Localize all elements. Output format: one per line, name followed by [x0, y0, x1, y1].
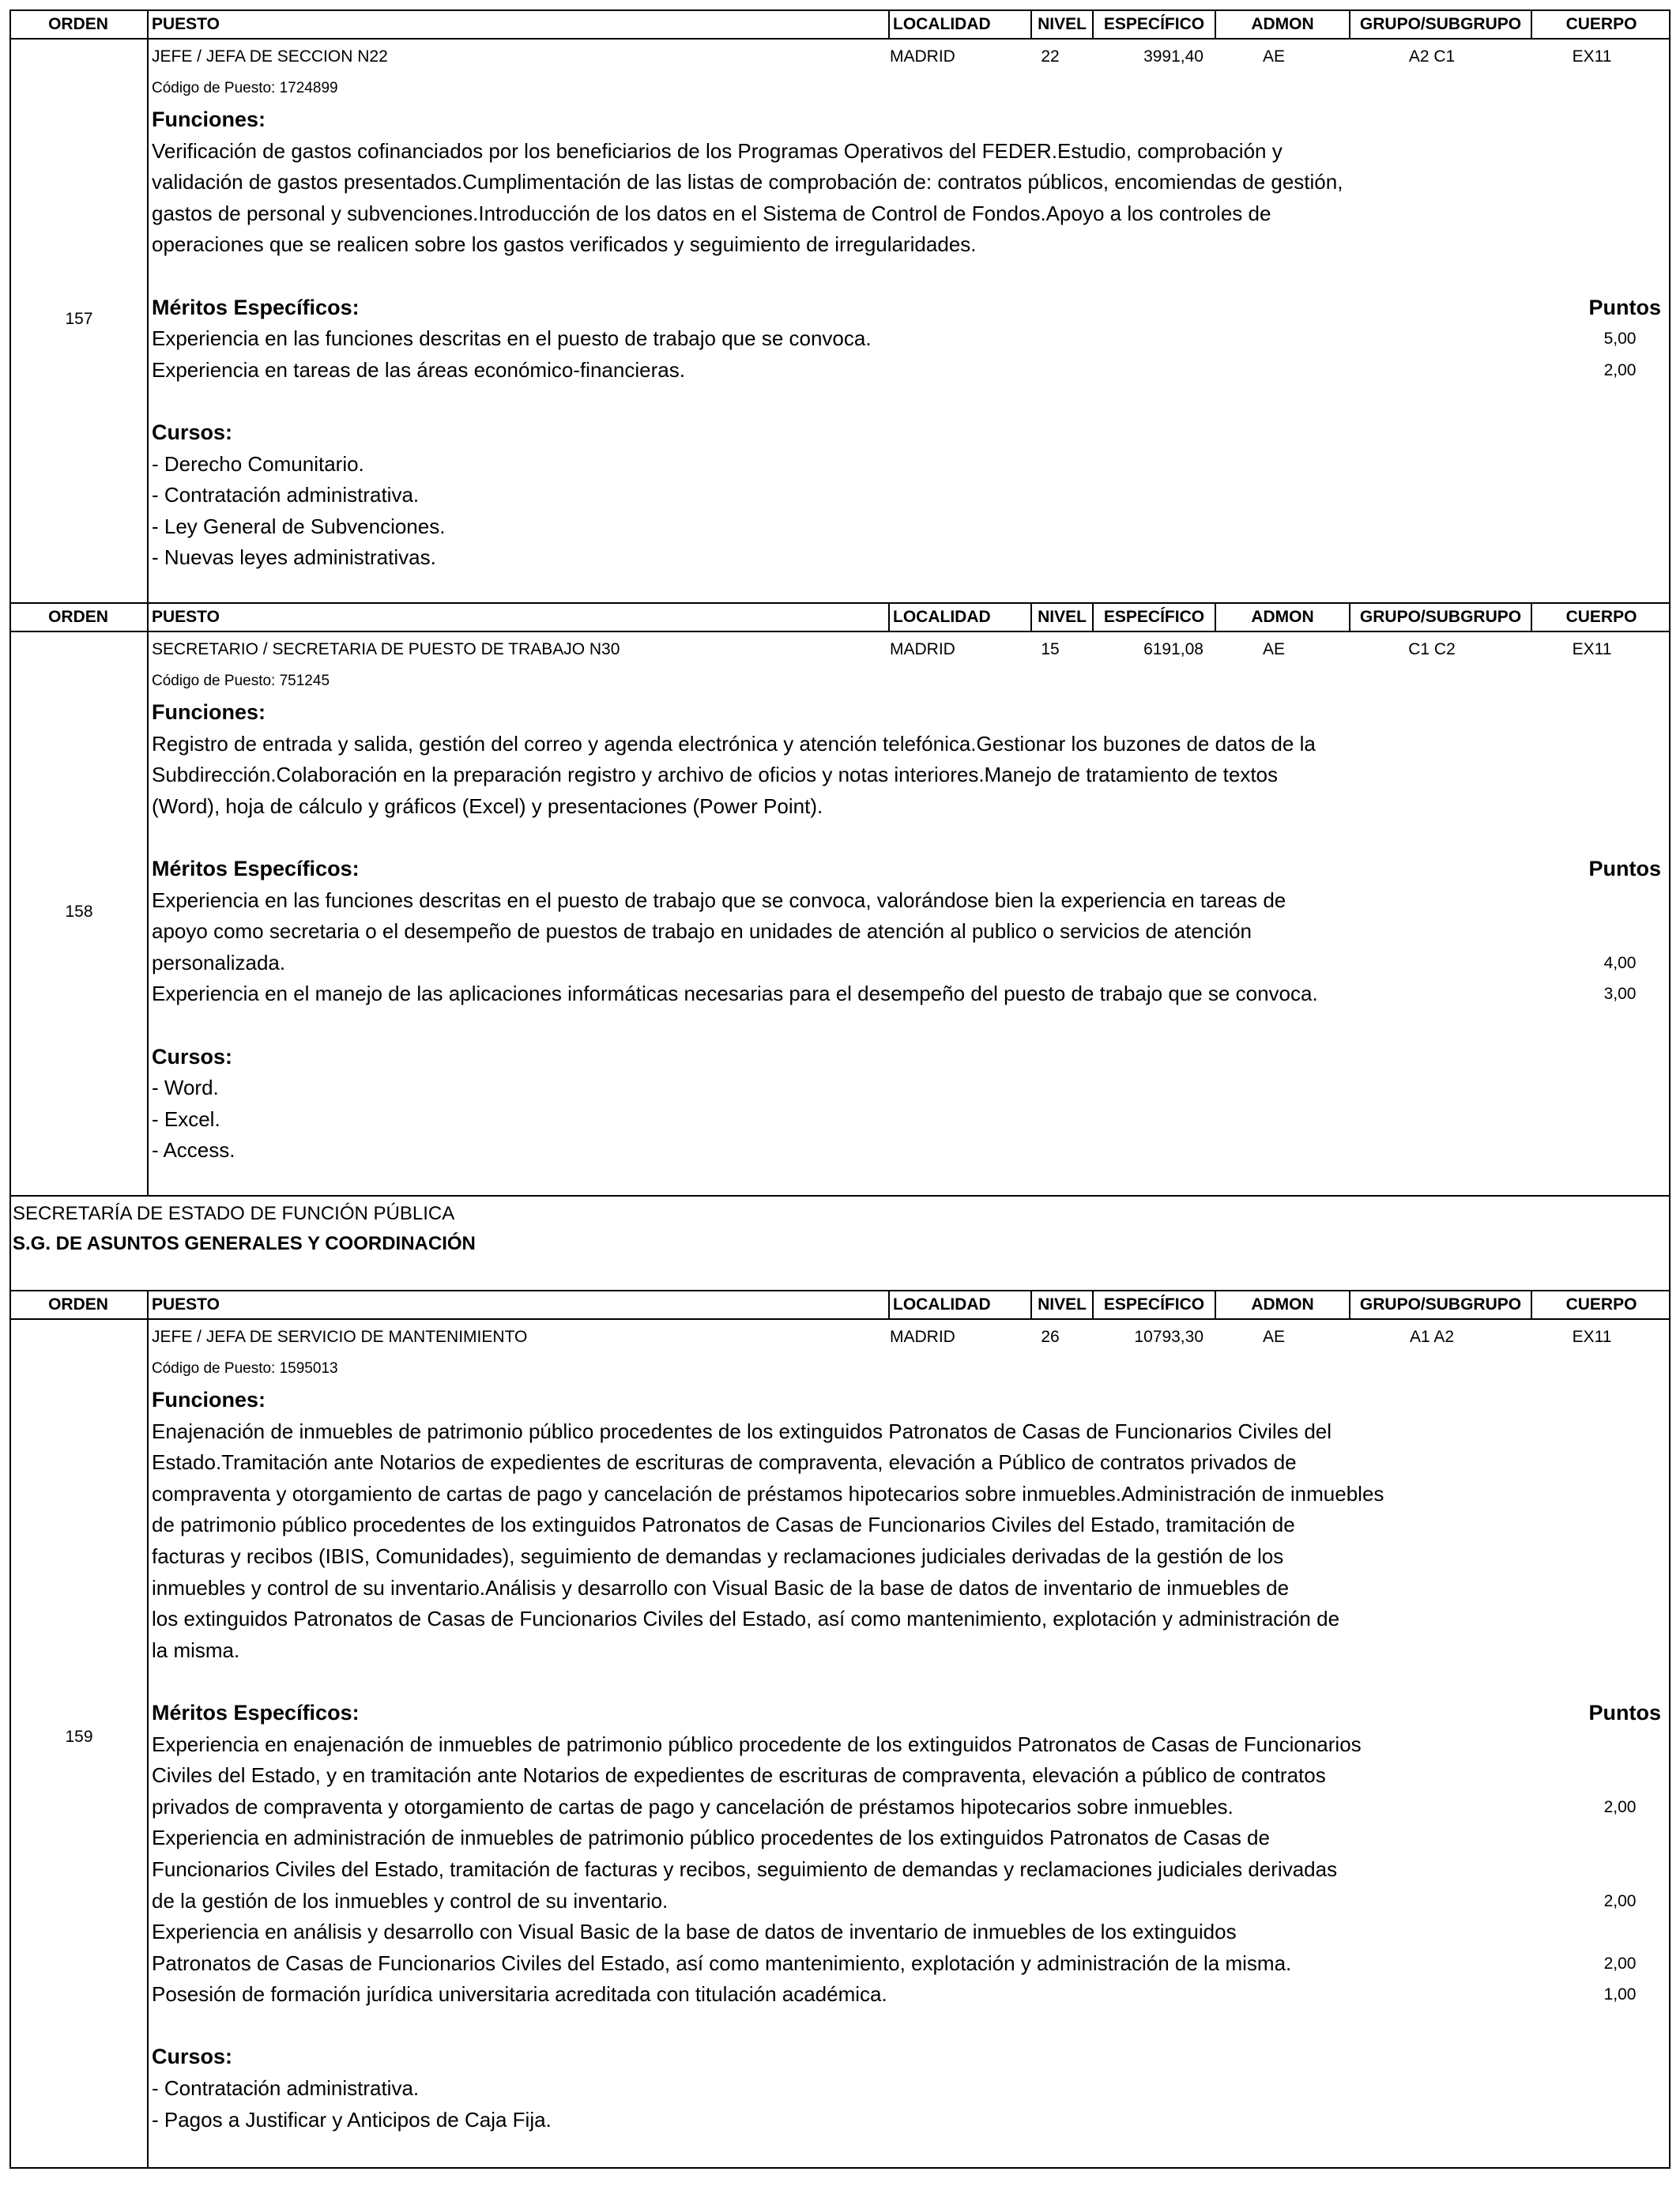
meritos-heading: Méritos Específicos: [152, 856, 360, 880]
grupo: A1 A2 [1409, 1328, 1455, 1346]
funciones-line: (Word), hoja de cálculo y gráficos (Excel) y presentaciones (Power Point). [152, 794, 823, 818]
header-localidad: LOCALIDAD [890, 11, 1032, 38]
puntos-heading: Puntos [1588, 295, 1661, 319]
cursos-heading: Cursos: [152, 420, 233, 444]
header-cuerpo: CUERPO [1565, 608, 1637, 626]
funciones-line: Verificación de gastos cofinanciados por los beneficiarios de los Programas Operativos del FEDER.Estudio, comprobación y [152, 138, 1283, 163]
funciones-line: los extinguidos Patronatos de Casas de Funcionarios Civiles del Estado, así como mantenimiento, explotación y administración de [152, 1607, 1340, 1631]
header-grupo: GRUPO/SUBGRUPO [1350, 11, 1532, 38]
meritos-heading: Méritos Específicos: [152, 1700, 360, 1725]
merito-line: Patronatos de Casas de Funcionarios Civiles del Estado, así como mantenimiento, explotación y administración de la misma. [152, 1951, 1292, 1975]
merito-line: Experiencia en análisis y desarrollo con Visual Basic de la base de datos de inventario de inmuebles de los extinguidos [152, 1920, 1237, 1944]
section-title: SECRETARÍA DE ESTADO DE FUNCIÓN PÚBLICA [13, 1203, 455, 1224]
puesto-title: SECRETARIO / SECRETARIA DE PUESTO DE TRABAJO N30 [152, 640, 620, 658]
header-localidad: LOCALIDAD [890, 604, 1032, 631]
header-admon: ADMON [1216, 1291, 1350, 1318]
merito-puntos: 4,00 [1603, 953, 1637, 972]
codigo-puesto: Código de Puesto: 1595013 [152, 1360, 338, 1377]
admon: AE [1262, 640, 1285, 658]
header-especifico: ESPECÍFICO [1094, 11, 1216, 38]
funciones-line: operaciones que se realicen sobre los gastos verificados y seguimiento de irregularidades. [152, 232, 977, 257]
especifico: 6191,08 [1143, 640, 1203, 658]
cursos-heading: Cursos: [152, 1044, 233, 1069]
merito-line: Experiencia en tareas de las áreas económico-financieras. [152, 357, 685, 382]
puntos-heading: Puntos [1588, 1700, 1661, 1725]
admon: AE [1262, 1328, 1285, 1346]
header-puesto: PUESTO [149, 1291, 890, 1318]
cuerpo: EX11 [1572, 640, 1612, 658]
position-details [152, 73, 1669, 574]
merito-puntos: 5,00 [1603, 330, 1637, 349]
funciones-line: Registro de entrada y salida, gestión del correo y agenda electrónica y atención telefónica.Gestionar los buzones de datos de la [152, 731, 1316, 756]
header-nivel: NIVEL [1032, 604, 1094, 631]
orden-number: 159 [65, 1728, 93, 1746]
position-details [152, 1353, 1669, 2136]
orden-number: 157 [65, 310, 93, 328]
header-orden: ORDEN [9, 604, 149, 631]
curso-item: - Contratación administrativa. [152, 2076, 420, 2101]
table-header [9, 9, 1671, 40]
header-grupo: GRUPO/SUBGRUPO [1350, 1291, 1532, 1318]
nivel: 22 [1041, 47, 1060, 66]
header-admon: ADMON [1216, 11, 1350, 38]
admon: AE [1262, 47, 1285, 66]
meritos-heading: Méritos Específicos: [152, 295, 360, 319]
especifico: 10793,30 [1134, 1328, 1203, 1346]
funciones-line: Subdirección.Colaboración en la preparación registro y archivo de oficios y notas interiores.Manejo de tratamiento de textos [152, 763, 1278, 787]
header-especifico: ESPECÍFICO [1094, 1291, 1216, 1318]
merito-line: de la gestión de los inmuebles y control de su inventario. [152, 1888, 669, 1913]
grupo: A2 C1 [1408, 47, 1456, 66]
funciones-line: Estado.Tramitación ante Notarios de expedientes de escrituras de compraventa, elevación a Público de contratos privados de [152, 1450, 1297, 1475]
header-admon: ADMON [1216, 604, 1350, 631]
funciones-heading: Funciones: [152, 700, 266, 724]
funciones-line: compraventa y otorgamiento de cartas de pago y cancelación de préstamos hipotecarios sobre inmuebles.Administración de inmuebles [152, 1481, 1384, 1506]
cuerpo: EX11 [1572, 1328, 1612, 1346]
merito-line: personalizada. [152, 950, 286, 974]
merito-line: Experiencia en administración de inmuebles de patrimonio público procedentes de los extinguidos Patronatos de Casas de [152, 1826, 1270, 1850]
nivel: 26 [1041, 1328, 1060, 1346]
curso-item: - Word. [152, 1076, 219, 1100]
funciones-line: de patrimonio público procedentes de los extinguidos Patronatos de Casas de Funcionarios Civiles del Estado, tramitación de [152, 1513, 1295, 1537]
header-puesto: PUESTO [149, 604, 890, 631]
merito-line: Experiencia en el manejo de las aplicaciones informáticas necesarias para el desempeño del puesto de trabajo que se convoca. [152, 982, 1318, 1006]
curso-item: - Access. [152, 1138, 235, 1163]
curso-item: - Pagos a Justificar y Anticipos de Caja Fija. [152, 2107, 552, 2132]
header-puesto: PUESTO [149, 11, 890, 38]
header-localidad: LOCALIDAD [890, 1291, 1032, 1318]
merito-line: Funcionarios Civiles del Estado, tramitación de facturas y recibos, seguimiento de demandas y reclamaciones judiciales derivadas [152, 1857, 1338, 1881]
table-header [9, 1290, 1671, 1320]
header-orden: ORDEN [9, 11, 149, 38]
table-header [9, 602, 1671, 632]
funciones-line: facturas y recibos (IBIS, Comunidades), seguimiento de demandas y reclamaciones judiciales derivadas de la gestión de los [152, 1544, 1284, 1568]
section-divider [9, 1195, 1671, 1197]
localidad: MADRID [890, 47, 955, 66]
puesto-title: JEFE / JEFA DE SECCION N22 [152, 47, 388, 66]
merito-puntos: 2,00 [1603, 1954, 1637, 1973]
funciones-line: gastos de personal y subvenciones.Introducción de los datos en el Sistema de Control de Fondos.Apoyo a los controles de [152, 201, 1271, 225]
header-nivel: NIVEL [1032, 1291, 1094, 1318]
funciones-heading: Funciones: [152, 107, 266, 131]
merito-puntos: 3,00 [1603, 985, 1637, 1004]
merito-line: privados de compraventa y otorgamiento de cartas de pago y cancelación de préstamos hipotecarios sobre inmuebles. [152, 1794, 1234, 1819]
grupo: C1 C2 [1408, 640, 1456, 658]
puesto-title: JEFE / JEFA DE SERVICIO DE MANTENIMIENTO [152, 1328, 528, 1346]
curso-item: - Derecho Comunitario. [152, 451, 364, 476]
cursos-heading: Cursos: [152, 2045, 233, 2069]
localidad: MADRID [890, 1328, 955, 1346]
curso-item: - Contratación administrativa. [152, 483, 420, 507]
merito-line: apoyo como secretaria o el desempeño de puestos de trabajo en unidades de atención al publico o servicios de atención [152, 919, 1252, 944]
merito-puntos: 2,00 [1603, 1797, 1637, 1816]
header-orden: ORDEN [9, 1291, 149, 1318]
merito-line: Experiencia en enajenación de inmuebles de patrimonio público procedente de los extinguidos Patronatos de Casas de Funcionarios [152, 1732, 1362, 1756]
header-cuerpo: CUERPO [1565, 15, 1637, 33]
curso-item: - Nuevas leyes administrativas. [152, 545, 436, 570]
merito-puntos: 1,00 [1603, 1985, 1637, 2004]
localidad: MADRID [890, 640, 955, 658]
header-grupo: GRUPO/SUBGRUPO [1350, 604, 1532, 631]
codigo-puesto: Código de Puesto: 1724899 [152, 80, 338, 96]
funciones-heading: Funciones: [152, 1388, 266, 1412]
merito-line: Posesión de formación jurídica universitaria acreditada con titulación académica. [152, 1982, 887, 2007]
puntos-heading: Puntos [1588, 856, 1661, 880]
merito-line: Experiencia en las funciones descritas en el puesto de trabajo que se convoca, valorándose bien la experiencia en tareas de [152, 888, 1286, 912]
merito-line: Civiles del Estado, y en tramitación ante Notarios de expedientes de escrituras de compraventa, elevación a público de contratos [152, 1763, 1326, 1788]
header-especifico: ESPECÍFICO [1094, 604, 1216, 631]
merito-line: Experiencia en las funciones descritas en el puesto de trabajo que se convoca. [152, 326, 872, 351]
funciones-line: Enajenación de inmuebles de patrimonio público procedentes de los extinguidos Patronatos de Casas de Funcionarios Civiles del [152, 1419, 1332, 1443]
especifico: 3991,40 [1143, 47, 1203, 66]
curso-item: - Ley General de Subvenciones. [152, 514, 446, 538]
header-cuerpo: CUERPO [1565, 1295, 1637, 1314]
codigo-puesto: Código de Puesto: 751245 [152, 673, 330, 689]
nivel: 15 [1041, 640, 1060, 658]
position-details [152, 665, 1669, 1167]
merito-puntos: 2,00 [1603, 360, 1637, 379]
header-nivel: NIVEL [1032, 11, 1094, 38]
funciones-line: inmuebles y control de su inventario.Análisis y desarrollo con Visual Basic de la base de datos de inventario de inmuebles de [152, 1575, 1290, 1600]
funciones-line: la misma. [152, 1638, 240, 1662]
funciones-line: validación de gastos presentados.Cumplimentación de las listas de comprobación de: contratos públicos, encomiendas de gestión, [152, 170, 1343, 194]
merito-puntos: 2,00 [1603, 1891, 1637, 1910]
curso-item: - Excel. [152, 1106, 220, 1131]
orden-number: 158 [65, 903, 93, 921]
cuerpo: EX11 [1572, 47, 1612, 66]
section-subtitle: S.G. DE ASUNTOS GENERALES Y COORDINACIÓN [13, 1233, 476, 1254]
